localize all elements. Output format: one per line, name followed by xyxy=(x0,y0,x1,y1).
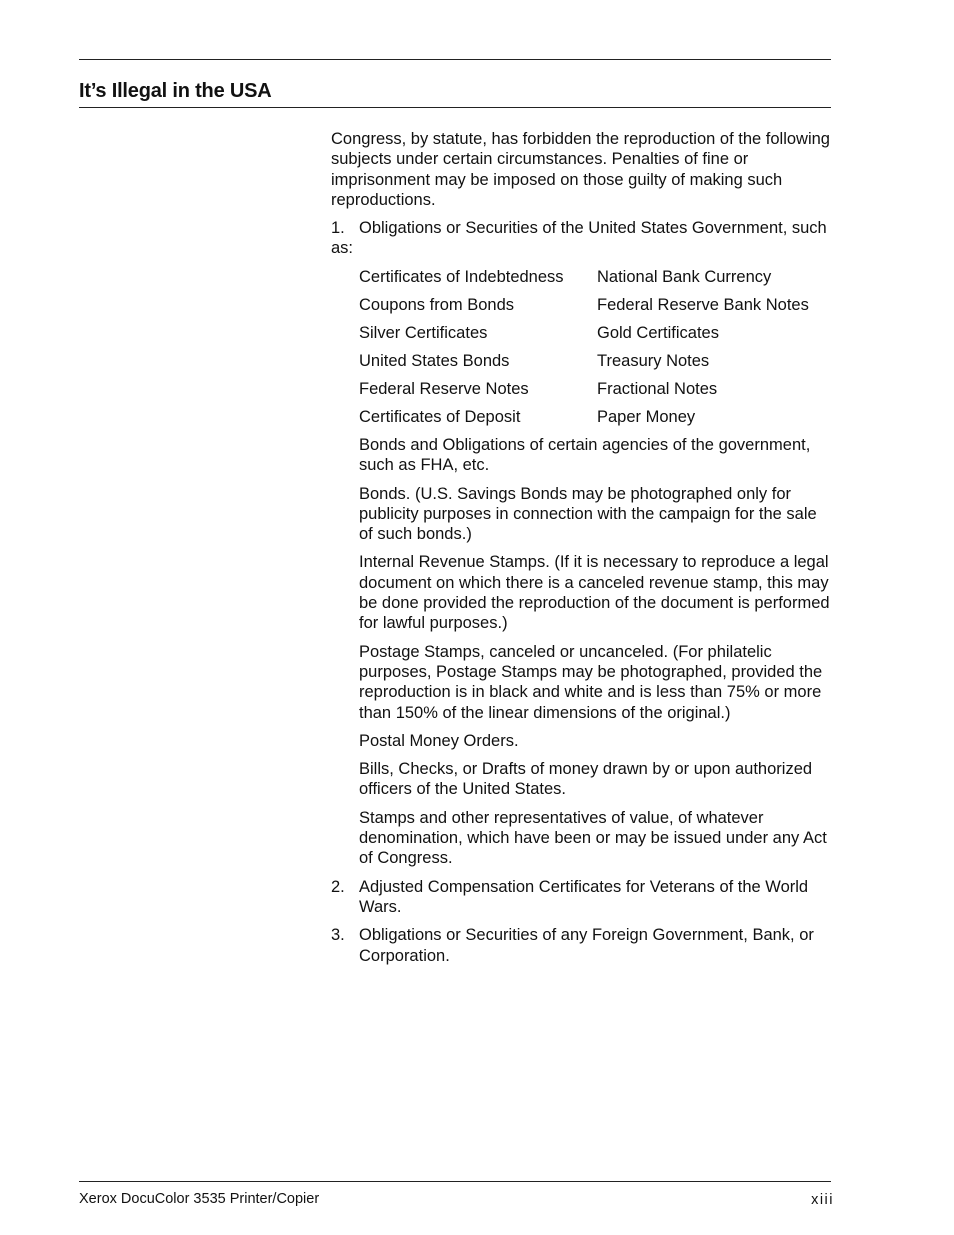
sub-item: Stamps and other representatives of value, of whatever denomination, which have been or may be issued under any Act of Congress. xyxy=(359,808,827,868)
grid-row xyxy=(359,407,831,427)
sub-item: Bonds and Obligations of certain agencies of the government, such as FHA, etc. xyxy=(359,436,811,475)
grid-cell: United States Bonds xyxy=(359,351,510,370)
list-item-3-number: 3. xyxy=(331,926,345,945)
grid-cell: Federal Reserve Bank Notes xyxy=(597,295,809,314)
title-underline xyxy=(79,107,831,108)
securities-grid xyxy=(359,267,831,427)
grid-cell: Fractional Notes xyxy=(597,379,718,398)
footer-product-name: Xerox DocuColor 3535 Printer/Copier xyxy=(79,1191,320,1207)
footer-rule xyxy=(79,1181,831,1182)
grid-row xyxy=(359,323,831,343)
grid-row xyxy=(359,351,831,371)
sub-item: Bonds. (U.S. Savings Bonds may be photographed only for publicity purposes in connection with the campaign for the sale of such bonds.) xyxy=(359,484,817,544)
list-item-3-text: Obligations or Securities of any Foreign Government, Bank, or Corporation. xyxy=(359,926,814,965)
sub-item: Internal Revenue Stamps. (If it is necessary to reproduce a legal document on which there is a canceled revenue stamp, this may be done provided the reproduction of the document is performed for lawful purposes.) xyxy=(359,553,830,633)
main-content xyxy=(331,129,831,974)
sub-item: Postage Stamps, canceled or uncanceled. (For philatelic purposes, Postage Stamps may be photographed, provided the reproduction is in black and white and is less than 75% or more than 150% of the linear dimensions of the original.) xyxy=(359,642,823,722)
list-item-2 xyxy=(331,877,831,918)
list-item-1 xyxy=(331,218,831,259)
sub-item: Bills, Checks, or Drafts of money drawn by or upon authorized officers of the United States. xyxy=(359,760,813,799)
grid-cell: Treasury Notes xyxy=(597,351,710,370)
grid-cell: Certificates of Indebtedness xyxy=(359,267,564,286)
grid-row xyxy=(359,379,831,399)
grid-cell: Paper Money xyxy=(597,407,696,426)
list-item-1-number: 1. xyxy=(331,219,345,238)
list-item-2-number: 2. xyxy=(331,877,345,896)
intro-paragraph: Congress, by statute, has forbidden the reproduction of the following subjects under certain circumstances. Penalties of fine or imprisonment may be imposed on those guilty of making such reproductions. xyxy=(331,130,830,209)
grid-cell: Gold Certificates xyxy=(597,323,719,342)
footer-page-number: xiii xyxy=(811,1192,834,1208)
grid-row xyxy=(359,267,831,287)
grid-cell: Certificates of Deposit xyxy=(359,407,521,426)
grid-cell: Coupons from Bonds xyxy=(359,295,515,314)
sub-item: Postal Money Orders. xyxy=(359,731,519,750)
grid-cell: National Bank Currency xyxy=(597,267,772,286)
list-item-2-text: Adjusted Compensation Certificates for Veterans of the World Wars. xyxy=(359,877,809,916)
grid-row xyxy=(359,295,831,315)
grid-cell: Federal Reserve Notes xyxy=(359,379,529,398)
list-item-3 xyxy=(331,925,831,966)
list-item-1-text: Obligations or Securities of the United States Government, such as: xyxy=(331,219,827,258)
grid-cell: Silver Certificates xyxy=(359,323,488,342)
top-rule xyxy=(79,59,831,60)
page-title: It’s Illegal in the USA xyxy=(79,80,272,102)
